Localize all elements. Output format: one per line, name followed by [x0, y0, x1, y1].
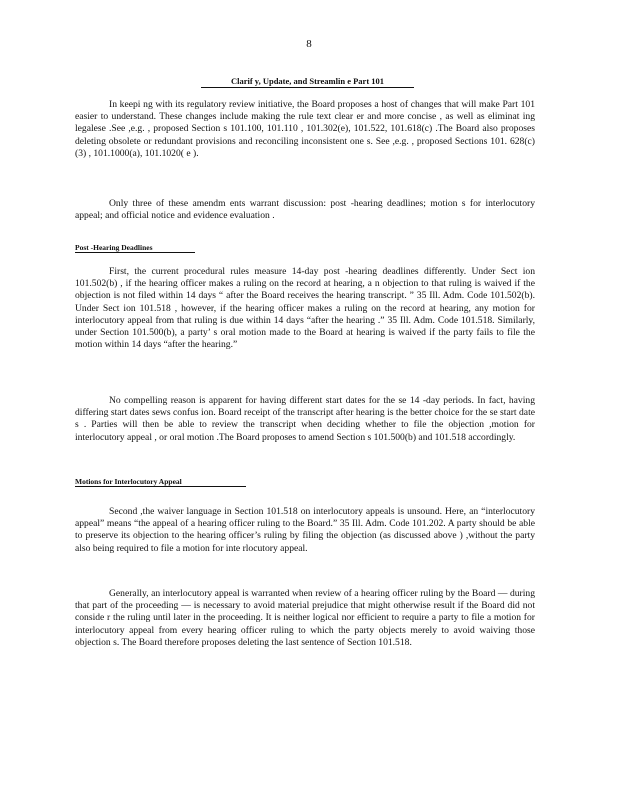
- interlocutory-paragraph-1: Second ,the waiver language in Section 101.518 on interlocutory appeals is unsound. Here, an “interlocutory appeal” means “the appeal of a hearing officer ruling to the Board.” 35 Ill. Adm. Code 101.202. A party should be able to preserve its objection to the hearing officer’s ruling by filing the objection (as discussed above ) ,without the party also being required to file a motion for inte rlocutory appeal.: [75, 506, 535, 554]
- intro-paragraph-2: Only three of these amendm ents warrant discussion: post -hearing deadlines; motion s for interlocutory appeal; and official notice and evidence evaluation .: [75, 198, 535, 222]
- post-hearing-paragraph-2: No compelling reason is apparent for having different start dates for the se 14 -day periods. In fact, having differing start dates sews confus ion. Board receipt of the transcript after hearing is the better choice for the se start date s . Parties will then be able to review the transcript when deciding whether to file the objection ,motion for interlocutory appeal , or oral motion .The Board proposes to amend Section s 101.500(b) and 101.518 accordingly.: [75, 395, 535, 443]
- page-title: Clarif y, Update, and Streamlin e Part 101: [201, 76, 414, 88]
- intro-paragraph-1: In keepi ng with its regulatory review initiative, the Board proposes a host of changes that will make Part 101 easier to understand. These changes include making the rule text clear er and more concise , as well as eliminat ing legalese .See ,e.g. , proposed Section s 101.100, 101.110 , 101.302(e), 101.522, 101.618(c) .The Board also proposes deleting obsolete or redundant provisions and reconciling inconsistent one s. See ,e.g. , proposed Sections 101. 628(c)(3) , 101.1000(a), 101.1020( e ).: [75, 99, 535, 159]
- post-hearing-paragraph-1: First, the current procedural rules measure 14-day post -hearing deadlines differently. Under Sect ion 101.502(b) , if the hearing officer makes a ruling on the record at hearing, a n objection to that ruling is waived if the objection is not filed within 14 days “ after the Board receives the hearing transcript. ” 35 Ill. Adm. Code 101.502(b). Under Sect ion 101.518 , however, if the hearing officer makes a ruling on the record at hearing, any motion for interlocutory appeal from that ruling is due within 14 days “after the hearing .” 35 Ill. Adm. Code 101.518. Similarly, under Section 101.500(b), a party’ s oral motion made to the Board at hearing is waived if the party fails to file the motion within 14 days “after the hearing.”: [75, 266, 535, 351]
- interlocutory-paragraph-2: Generally, an interlocutory appeal is warranted when review of a hearing officer ruling by the Board — during that part of the proceeding — is necessary to avoid material prejudice that might otherwise result if the Board did not conside r the ruling until later in the proceeding. It is neither logical nor efficient to require a party to file a motion for interlocutory appeal from every hearing officer ruling to which the party objects merely to avoid waiving those objection s. The Board therefore proposes deleting the last sentence of Section 101.518.: [75, 588, 535, 648]
- page-number: 8: [306, 38, 312, 50]
- section-heading-post-hearing-deadlines: Post -Hearing Deadlines: [75, 243, 195, 253]
- section-heading-interlocutory-appeal: Motions for Interlocutory Appeal: [75, 477, 246, 487]
